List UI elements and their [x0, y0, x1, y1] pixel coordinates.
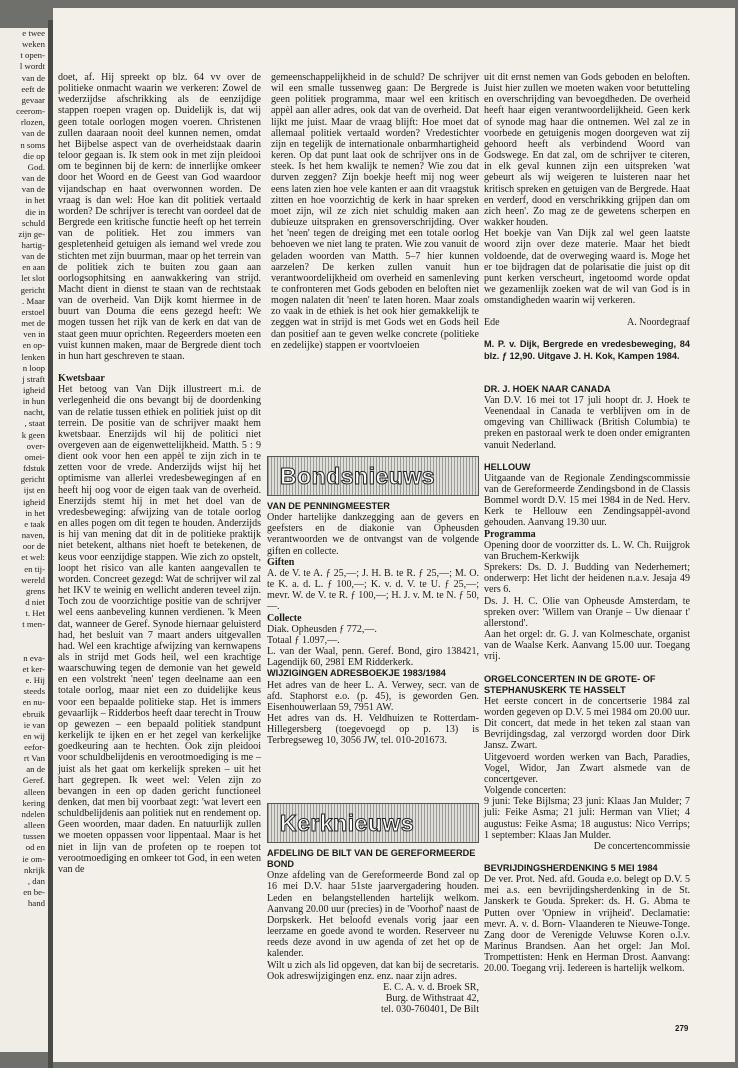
left-margin-fragment: ie van: [23, 719, 45, 730]
left-margin-fragment: t. Het: [25, 608, 45, 619]
adresboekje-heading: WIJZIGINGEN ADRESBOEKJE 1983/1984: [267, 668, 446, 679]
bondsnieuws-section: [267, 501, 479, 746]
previous-page-edge: [0, 28, 48, 1052]
left-margin-fragment: an de: [26, 764, 45, 775]
left-margin-fragment: van de: [21, 128, 45, 139]
bevrijding-text: De ver. Prot. Ned. afd. Gouda e.o. belegt op D.V. 5 mei a.s. een bevrijdingsherdenking in de St. Janskerk te Gouda. Spreker: ds. H. G. Abma te Putten over 'Opniew in vrijheid'. Declamatie: mevr. A. v. d. Born- Vlaanderen te Nieuwe-Tonge. Zang door de Verenigde Veluwse Koren o.l.v. Marinus Brandsen. Aan het orgel: Jan Mol. Trompettisten: Henk en Herman Drost. Aanvang: 20.00. Toegang vrij. Iedereen is hartelijk welkom.: [484, 874, 690, 975]
col1-body: Het betoog van Van Dijk illustreert m.i. de verlegenheid die ons bevangt bij de doordenking van de relatie tussen ethiek en politiek juist op dit terrein. De positie van de schrijver maakt hem kwetsbaar. Enerzijds wil hij de politici niet overgeven aan de eigenwettelijkheid. Matth. 5 : 9 dient ook voor hen een appèl te zijn zich in te zetten voor de vrede. Anderzijds wijst hij het optimisme van allerlei vredesbewegingen af en heeft hij oog voor de eigen taak van de overheid. Enerzijds stemt hij in met het doel van de vredesbeweging: afwijzing van de totale oorlog en alles pogen om dit tegen te houden. Anderzijds is hij van mening dat dit in de politieke praktijk niet betekent, althans niet hoeft te betekenen, de keus voor eenzijdige stappen. Wie zich zo opstelt, loopt het risico van alle kanten aangevallen te worden. Concreet gezegd: Wat de schrijver wil zal het IKV te weinig en wellicht anderen teveel zijn. Toch zou de voorzichtige positie van de schrijver wel eens aanbeveling kunnen verdienen. 'k Meen dat, wanneer de Geref. Synode hiernaar geluisterd had, het besluit van 7 maart anders uitgevallen had. Wel een krachtige afwijzing van kernwapens als in strijd met Gods heil, wel een krachtige waarschuwing tegen de demonie van het geweld en een volstrekt 'neen' tegen deelname aan een totale oorlog, maar niet een zo duidelijke keus voor een bepaalde politieke stap. Het is immers gevaarlijk – Ridderbos heeft daar terecht in Trouw op gewezen – een bepaald politiek standpunt kerkelijk te ijken en er het zegel van kerkelijke goedkeuring aan te hechten. Ook zijn pleidooi voor schuldbelijdenis en verootmoediging is me – juist als het gaat om kerkelijk spreken – uit het hart gegrepen. Ik weet wel: Velen zijn zo bevangen in een op daden gericht functioneel denken, dat men bij voorbaat zegt: 'wat levert een schuldbelijdenis aan politiek nut en rendement op. Geen woorden, maar daden. En natuurlijk zullen we moeten oppassen voor lippentaal. Maar is het niet in lijn van de profeten op te roepen tot verootmoediging en omkeer tot God, in een weten van de: [58, 384, 261, 875]
kerknieuws-section: [267, 848, 479, 1015]
de-bilt-signature-1: E. C. A. v. d. Broek SR,: [383, 981, 479, 993]
left-margin-fragment: rt Van: [23, 753, 45, 764]
kerknieuws-banner: [267, 803, 479, 843]
left-margin-fragment: ie om-: [22, 853, 45, 864]
left-margin-fragment: t men-: [22, 619, 45, 630]
left-margin-fragment: over-: [26, 440, 45, 451]
left-margin-fragment: igheid: [23, 385, 45, 395]
col2-text: gemeenschappelijkheid in de schuld? De schrijver wil een smalle tussenweg gaan: De Bergrede is geen politiek programma, maar wel een kritisch appèl aan aller adres, ook dat van de overheid. Dat lijkt me juist. Maar de vraag blijft: Hoe moet dat allemaal politiek vertaald worden? Vredestichter zijn en tegelijk de internationale onbarmhartigheid keren. Op dat punt laat ook de schrijver ons in de steek. Is het hem kwalijk te nemen? Wie zou dat durven zeggen? Zijn boekje heeft mij nog weer eens laten zien hoe vele kanten er aan dit vraagstuk zitten en hoe voorzichtig de kerk in haar spreken moet zijn, wil ze zich niet schuldig maken aan dubieuze uitspraken en grensoverschrijding. Over het 'neen' tegen de dreiging met een totale oorlog behoeven we niet lang te praten. Wie zou vanuit de geladen woorden van Matth. 5–7 hier kunnen aarzelen? De kerken zullen vanuit hun verantwoordelijkheid om overheid en samenleving te confronteren met Gods geboden en beloften niet mogen nalaten dit 'neen' te laten horen. Maar zoals zo vaak in de ethiek is het ook hier gemakkelijk te zeggen wat in strijd is met Gods wet en Gods heil dan positief aan te geven welke concrete (politieke en zedelijke) stappen er voortvloeien: [271, 72, 479, 351]
left-margin-fragment: weken: [22, 39, 45, 50]
left-margin-fragment: gevaar: [21, 94, 45, 105]
left-margin-fragment: en be-: [23, 887, 45, 898]
hoek-heading: DR. J. HOEK NAAR CANADA: [484, 383, 611, 394]
review-signature: [484, 317, 690, 328]
bevrijding-heading: BEVRIJDINGSHERDENKING 5 MEI 1984: [484, 863, 658, 873]
signature-name: A. Noordegraaf: [626, 317, 690, 329]
left-margin-fragment: t open-: [20, 50, 45, 61]
left-margin-fragment: rlozen,: [20, 117, 45, 128]
left-margin-fragment: , dan: [27, 875, 45, 886]
programma-text: Opening door de voorzitter ds. L. W. Ch. Ruijgrok van Bruchem-Kerkwijk Sprekers: Ds. D. J. Budding van Nederhemert; onderwerp: Het licht der heidenen n.a.v. Jesaja 49 vers 6. Ds. J. H. C. Olie van Opheusde Amsterdam, te spreken over: 'Willem van Oranje – Uw dienaar t' allerstond'. Aan het orgel: dr. G. J. van Kolmeschate, organist van de Waalse Kerk. Aanvang 15.00 uur. Toegang vrij.: [484, 539, 690, 663]
left-margin-fragment: die op: [23, 150, 45, 161]
page-number: 279: [675, 1024, 689, 1033]
giften-text: A. de V. te A. ƒ 25,—; J. H. B. te R. ƒ 25,—; M. O. te K. a. d. L. ƒ 100,—; K. v. d. V. te U. ƒ 25,—; mevr. W. de V. te R. ƒ 100,—; H. J. v. M. te N. ƒ 50,—.: [267, 567, 479, 613]
left-margin-fragment: hand: [27, 898, 45, 909]
hellouw-heading: HELLOUW: [484, 461, 531, 472]
left-margin-fragment: tussen: [23, 831, 45, 842]
left-margin-fragment: ebruik: [22, 708, 45, 719]
left-margin-fragment: ndelen: [21, 808, 45, 819]
left-margin-fragment: . Maar: [22, 295, 45, 306]
left-margin-fragment: ijst en: [23, 485, 45, 496]
page-sheet: [53, 8, 735, 1062]
hellouw-text: Uitgaande van de Regionale Zendingscommissie van de Gereformeerde Zendingsbond in de Classis Bommel wordt D.V. 15 mei 1984 in de Ned. Herv. Kerk te Hellouw een Zendingsappèl-avond gehouden. Aanvang 19.30 uur.: [484, 472, 690, 529]
col1-intro: doet, af. Hij spreekt op blz. 64 vv over de politieke onmacht waarin we verkeren: Zowel de wederzijdse afschrikking als de eenzijdige stappen roepen vragen op. Duidelijk is, dat wij geen totale oorlogen mogen voeren. Christenen zullen daaraan nooit deel kunnen nemen, omdat het Bijbelse aspect van de overheidstaak daarin teloor gegaan is. Ik stem ook in met zijn pleidooi om te beginnen bij de kern: de innerlijke omkeer door het Woord en de Geest van God waardoor vijandschap en haat overwonnen worden. De vraag is dan wel: Hoe kan dit politiek vertaald worden? De schrijver is terecht van oordeel dat de Bergrede een kritische functie heeft op het terrein van de politiek. Het zou immers van gespletenheid getuigen als iemand wel vrede zou stichten met zijn buurman, maar op het terrein van de politiek zich te buiten zou gaan aan oorlogsophitsing en aanwakkering van strijd. Macht dient in dienst te staan van de rechtstaak van de overheid. Van Dijk komt hiermee in de buurt van Douma die eens gezegd heeft: We mogen tussen het rijk van de kerk en dat van de staat geen muur oprichten. Regeerders moeten een vuist kunnen maken, maar de Bergrede dient toch in hun hart geschreven te staan.: [58, 72, 261, 362]
penningmeester-heading: VAN DE PENNINGMEESTER: [267, 501, 390, 511]
collecte-heading: Collecte: [267, 612, 302, 624]
left-margin-fragment: en op-: [22, 340, 45, 351]
left-margin-fragment: nacht,: [23, 407, 45, 418]
giften-heading: Giften: [267, 556, 295, 568]
left-margin-fragment: alleen: [24, 786, 45, 797]
de-bilt-signature-2: Burg. de Withstraat 42,: [385, 993, 479, 1005]
left-margin-fragment: in het: [25, 195, 45, 206]
bibliography: M. P. v. Dijk, Bergrede en vredesbeweging, 84 blz. ƒ 12,90. Uitgave J. H. Kok, Kampen 1984.: [484, 339, 690, 361]
col3-text-2: Het boekje van Van Dijk zal wel geen laatste woord zijn over deze materie. Maar het biedt voldoende, dat de overweging waard is. Moge het er toe bijdragen dat de polarisatie die juist op dit punt kerken verscheurt, ingetoomd worde opdat we gezamenlijk zoeken wat de wil van God is in omstandigheden waarin wij verkeren.: [484, 228, 690, 307]
left-margin-fragment: gericht: [20, 284, 45, 295]
left-margin-fragment: od en: [25, 842, 45, 853]
left-margin-fragment: eefor-: [24, 742, 45, 752]
left-margin-fragment: k geen: [21, 429, 45, 440]
left-margin-fragment: igheid: [23, 496, 45, 507]
collecte-text: Diak. Opheusden ƒ 772,—. Totaal ƒ 1.097,—. L. van der Waal, penn. Geref. Bond, giro 138421, Lagendijk 60, 2981 EM Ridderkerk.: [267, 623, 479, 669]
left-margin-fragment: en tij-: [24, 563, 45, 574]
left-margin-fragment: ven in: [23, 329, 45, 340]
column-2: [271, 72, 479, 351]
left-margin-fragment: en aan: [22, 262, 45, 273]
left-margin-fragment: oor de: [22, 541, 45, 552]
left-margin-fragment: gericht: [20, 474, 45, 485]
de-bilt-text: Onze afdeling van de Gereformeerde Bond zal op 16 mei D.V. haar 51ste jaarvergadering houden. Leden en belangstellenden hartelijk welkom. Aanvang 20.00 uur (precies) in de 'Voorhof' naast de Dorpskerk. Het beloofd evenals vorig jaar een leerzame en goede avond te worden. Reserveer nu reeds deze avond in uw agenda of zet het op de kalender. Wilt u zich als lid opgeven, dat kan bij de secretaris. Ook adreswijzigingen enz. enz. naar zijn adres.: [267, 870, 479, 982]
left-margin-fragment: , staat: [24, 418, 45, 429]
left-margin-fragment: wereld: [21, 574, 45, 585]
hoek-text: Van D.V. 16 mei tot 17 juli hoopt dr. J. Hoek te Veenendaal in Canada te verblijven om in de omgeving van Chilliwack (British Columbia) te preken en pastoraal werk te doen onder emigranten vanuit Nederland.: [484, 394, 690, 451]
column-3: [484, 72, 690, 975]
left-margin-fragment: e twee: [22, 28, 45, 38]
left-margin-fragment: et ker-: [22, 663, 45, 674]
left-margin-fragment: e taak: [24, 518, 45, 529]
left-margin-fragment: en nu-: [22, 697, 45, 708]
de-bilt-signature-3: tel. 030-760401, De Bilt: [381, 1004, 479, 1016]
left-margin-fragment: [0, 630, 48, 641]
bondsnieuws-banner: [267, 456, 479, 496]
left-margin-fragment: in het: [25, 507, 45, 518]
left-margin-fragment: nkrijk: [23, 864, 45, 875]
left-margin-fragment: omei-: [24, 451, 45, 462]
left-margin-fragment: j straft: [22, 373, 45, 384]
left-margin-fragment: van de: [21, 251, 45, 262]
left-margin-fragment: alleen: [24, 820, 45, 831]
bondsnieuws-title: Bondsnieuws: [280, 462, 436, 489]
left-margin-fragment: hartig-: [21, 239, 45, 250]
left-margin-fragment: lenken: [21, 351, 45, 362]
left-margin-fragment: Geref.: [22, 775, 45, 786]
left-margin-fragment: n soms: [20, 139, 45, 150]
left-margin-fragment: in hun: [22, 396, 45, 407]
kerknieuws-title: Kerknieuws: [280, 809, 415, 836]
programma-heading: Programma: [484, 528, 536, 540]
signature-place: Ede: [484, 317, 500, 329]
left-margin-fragment: ceerom-: [16, 106, 45, 117]
col3-text: uit dit ernst nemen van Gods geboden en beloften. Juist hier zullen we moeten waken voor betutteling en overschrijding van bevoegdheden. De overheid heeft haar eigen verantwoordelijkheid. Geen kerk of synode mag haar die ontnemen. Wel zal ze in voorbede en getuigenis mogen doorgeven wat zij gehoord heeft als verbindend Woord van Godswege. En dat zal, om de schrijver te citeren, in elk geval kunnen zijn een uitspreken 'wat gebeurt als wij weigeren te luisteren naar het kritisch spreken en getuigen van de Bergrede. Haat en verderf, dood en verschrikking grijpen dan om zich heen'. Zo mag ze de gewetens scherpen en wakker houden.: [484, 72, 690, 229]
left-margin-fragment: grens: [25, 585, 45, 596]
left-margin-fragment: n eva-: [23, 652, 45, 663]
penningmeester-text: Onder hartelijke dankzegging aan de gevers en geefsters en de diakonie van Opheusden verantwoorden we de ontvangst van de volgende giften en collecte.: [267, 512, 479, 557]
left-margin-fragment: zijn ge-: [18, 228, 45, 239]
left-margin-fragment: naven,: [21, 530, 45, 541]
left-margin-fragment: erstoel: [21, 306, 45, 317]
concertencommissie-signature: De concertencommissie: [593, 840, 690, 852]
left-margin-fragment: et wel:: [21, 552, 45, 563]
left-margin-fragment: met de: [21, 318, 45, 329]
left-margin-fragment: l wordt: [19, 61, 45, 72]
left-margin-fragment: en wij: [23, 730, 45, 741]
left-margin-fragment: e. Hij: [25, 675, 45, 686]
kwetsbaar-heading: Kwetsbaar: [58, 373, 105, 385]
left-margin-fragment: eeft de: [21, 83, 45, 94]
orgelconcerten-heading: ORGELCONCERTEN IN DE GROTE- OF STEPHANUSKERK TE HASSELT: [484, 673, 656, 695]
left-margin-fragment: schuld: [22, 217, 45, 228]
left-margin-fragment: van de: [21, 173, 45, 184]
left-margin-fragment: van de: [21, 72, 45, 83]
left-margin-fragment: n loop: [22, 362, 45, 373]
left-margin-fragment: God.: [27, 161, 45, 172]
adresboekje-text: Het adres van de heer L. A. Verwey, secr. van de afd. Staphorst e.o. (p. 45), is geworden Gen. Eisenhouwerlaan 59, 7951 AW. Het adres van ds. H. Veldhuizen te Rotterdam-Hillegersberg (toegevoegd op p. 13) is Terbregseweg 10, 3056 JW, tel. 010-201673.: [267, 679, 479, 747]
orgelconcerten-text: Het eerste concert in de concertserie 1984 zal worden gegeven op D.V. 5 mei 1984 om 20.00 uur. Dit concert, dat mede in het teken zal staan van Bevrijdingsdag, zal verzorgd worden door Dirk Jansz. Zwart. Uitgevoerd worden werken van Bach, Paradies, Vogel, Widor, Jan Zwart alsmede van de concertgever. Volgende concerten: 9 juni: Teke Bijlsma; 23 juni: Klaas Jan Mulder; 7 juli: Feike Asma; 21 juli: Herman van Vliet; 4 augustus: Feike Asma; 18 augustus: Nico Verrips; 1 september: Klaas Jan Mulder.: [484, 695, 690, 841]
left-margin-fragment: die in: [25, 206, 45, 217]
left-margin-fragment: van de: [21, 184, 45, 195]
left-margin-fragment: fdstuk: [23, 463, 45, 474]
left-margin-fragment: kering: [22, 797, 45, 808]
column-1: [58, 72, 261, 875]
de-bilt-heading: AFDELING DE BILT VAN DE GEREFORMEERDE BOND: [267, 848, 476, 870]
left-margin-fragment: [0, 642, 48, 653]
left-margin-fragment: steeds: [23, 686, 45, 697]
left-margin-fragment: let slot: [21, 273, 45, 284]
left-margin-fragment: d niet: [25, 596, 45, 607]
